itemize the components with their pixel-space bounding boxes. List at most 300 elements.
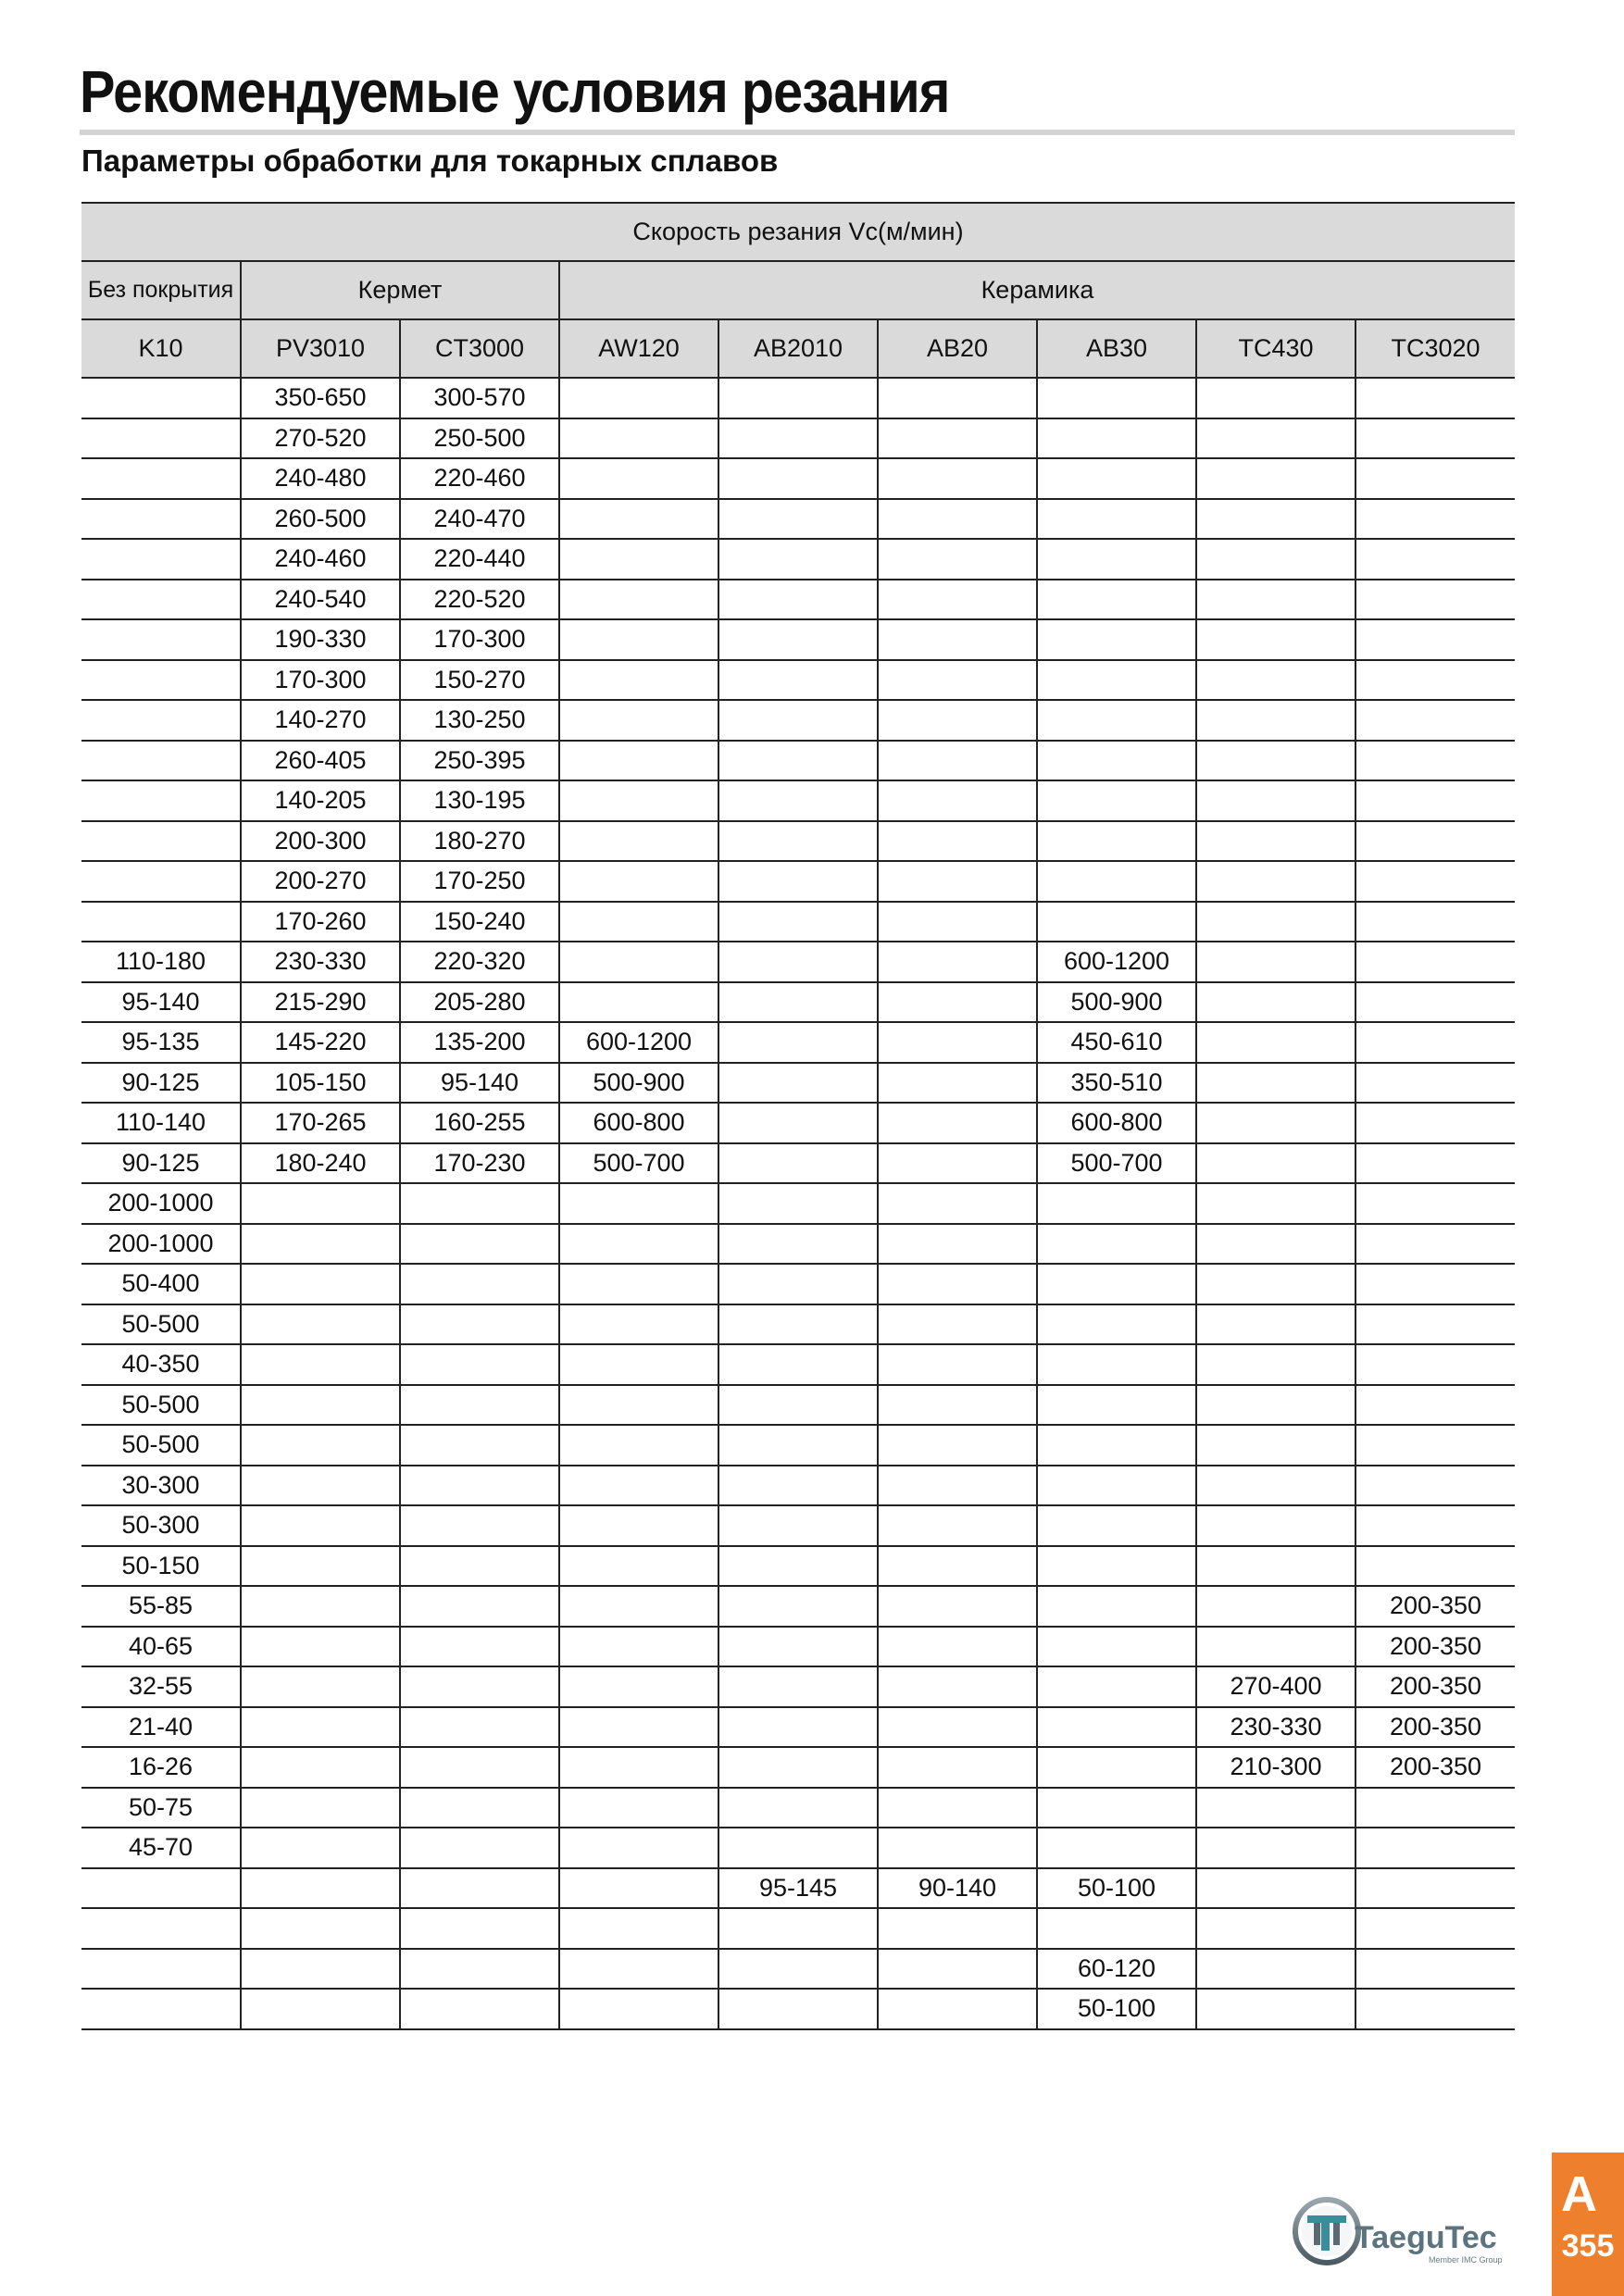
table-row <box>81 1949 1515 1990</box>
table-cell <box>241 1425 400 1466</box>
table-cell: 60-120 <box>1037 1949 1196 1990</box>
table-cell <box>718 1143 878 1184</box>
table-cell <box>1196 1989 1355 2029</box>
table-cell <box>559 580 718 620</box>
table-cell <box>718 1466 878 1506</box>
table-cell <box>559 539 718 580</box>
table-cell <box>400 1989 559 2029</box>
table-cell <box>1037 1224 1196 1265</box>
table-cell <box>241 1627 400 1667</box>
table-cell <box>559 378 718 418</box>
table-row <box>81 1466 1515 1506</box>
table-cell: 350-650 <box>241 378 400 418</box>
table-cell <box>241 1264 400 1304</box>
table-cell: 230-330 <box>241 942 400 982</box>
table-cell <box>1196 1264 1355 1304</box>
table-cell <box>241 1183 400 1224</box>
table-cell <box>1355 1425 1515 1466</box>
table-cell: 50-500 <box>81 1385 241 1426</box>
table-row <box>81 1908 1515 1949</box>
table-cell <box>1355 1183 1515 1224</box>
table-cell <box>878 539 1037 580</box>
table-cell <box>1037 1747 1196 1788</box>
table-cell <box>1196 1908 1355 1949</box>
table-cell <box>241 1666 400 1707</box>
table-cell <box>1196 1586 1355 1627</box>
page-subtitle: Параметры обработки для токарных сплавов <box>81 144 779 178</box>
table-cell <box>878 1586 1037 1627</box>
table-cell <box>718 741 878 781</box>
table-cell <box>1037 619 1196 660</box>
table-cell <box>718 1908 878 1949</box>
table-body <box>81 378 1515 2029</box>
table-cell: 50-500 <box>81 1425 241 1466</box>
column-header-ab30: AB30 <box>1037 319 1196 378</box>
table-cell <box>400 1586 559 1627</box>
table-cell <box>1037 378 1196 418</box>
table-cell <box>1037 1546 1196 1587</box>
table-cell <box>1196 821 1355 862</box>
column-header-tc3020: TC3020 <box>1355 319 1515 378</box>
table-row <box>81 1788 1515 1828</box>
category-cermet: Кермет <box>241 261 559 319</box>
table-cell <box>1355 1788 1515 1828</box>
table-cell: 500-700 <box>559 1143 718 1184</box>
table-cell: 200-1000 <box>81 1224 241 1265</box>
table-cell <box>718 902 878 942</box>
table-cell: 45-70 <box>81 1828 241 1868</box>
table-cell: 250-395 <box>400 741 559 781</box>
table-cell <box>1355 861 1515 902</box>
table-cell <box>718 1264 878 1304</box>
table-cell: 200-270 <box>241 861 400 902</box>
table-cell: 16-26 <box>81 1747 241 1788</box>
table-cell <box>878 1466 1037 1506</box>
table-row <box>81 378 1515 418</box>
table-cell <box>559 1385 718 1426</box>
table-cell <box>878 1224 1037 1265</box>
table-cell <box>1196 378 1355 418</box>
table-cell <box>241 1788 400 1828</box>
table-row <box>81 821 1515 862</box>
table-cell: 220-320 <box>400 942 559 982</box>
table-cell <box>1196 1546 1355 1587</box>
table-cell <box>718 861 878 902</box>
table-cell <box>400 1425 559 1466</box>
table-cell <box>1037 1627 1196 1667</box>
table-cell <box>1196 942 1355 982</box>
table-cell: 200-350 <box>1355 1747 1515 1788</box>
table-cell <box>559 942 718 982</box>
table-cell: 300-570 <box>400 378 559 418</box>
table-cell <box>1196 499 1355 540</box>
table-row <box>81 580 1515 620</box>
table-cell: 180-240 <box>241 1143 400 1184</box>
cutting-speed-table <box>81 202 1515 2030</box>
table-cell: 50-400 <box>81 1264 241 1304</box>
table-cell <box>559 1344 718 1385</box>
table-cell <box>81 499 241 540</box>
table-cell <box>718 1666 878 1707</box>
table-cell: 21-40 <box>81 1707 241 1748</box>
table-cell <box>1355 1546 1515 1587</box>
table-cell <box>81 861 241 902</box>
table-row <box>81 418 1515 459</box>
svg-text:Member IMC Group: Member IMC Group <box>1429 2255 1503 2265</box>
table-cell <box>1196 539 1355 580</box>
table-cell <box>1037 580 1196 620</box>
table-cell <box>1196 1828 1355 1868</box>
table-cell <box>718 580 878 620</box>
table-cell <box>1196 1143 1355 1184</box>
table-cell: 95-140 <box>81 982 241 1023</box>
table-cell <box>878 1627 1037 1667</box>
table-cell: 600-1200 <box>1037 942 1196 982</box>
table-row <box>81 1546 1515 1587</box>
table-cell: 140-205 <box>241 780 400 821</box>
table-cell <box>718 539 878 580</box>
page-number: 355 <box>1561 2228 1615 2264</box>
table-row <box>81 1264 1515 1304</box>
table-cell <box>1037 660 1196 701</box>
table-cell <box>1037 1788 1196 1828</box>
table-cell <box>1196 1063 1355 1104</box>
table-cell <box>1196 458 1355 499</box>
table-cell <box>241 1224 400 1265</box>
svg-text:TaeguTec: TaeguTec <box>1355 2220 1497 2255</box>
table-cell <box>1196 418 1355 459</box>
taegutec-logo-graphic <box>1290 2192 1519 2270</box>
table-cell <box>1355 418 1515 459</box>
table-cell <box>878 1747 1037 1788</box>
table-cell <box>400 1264 559 1304</box>
table-row <box>81 1425 1515 1466</box>
column-header-aw120: AW120 <box>559 319 718 378</box>
table-cell: 145-220 <box>241 1022 400 1063</box>
table-cell <box>559 619 718 660</box>
table-cell <box>878 982 1037 1023</box>
table-cell <box>1355 741 1515 781</box>
table-cell: 220-460 <box>400 458 559 499</box>
table-cell <box>559 1989 718 2029</box>
table-cell <box>718 660 878 701</box>
table-cell <box>81 1989 241 2029</box>
table-cell <box>241 1344 400 1385</box>
table-cell <box>1196 1183 1355 1224</box>
table-cell <box>718 1586 878 1627</box>
table-cell <box>81 418 241 459</box>
table-cell <box>81 902 241 942</box>
table-cell <box>878 458 1037 499</box>
table-cell <box>1355 499 1515 540</box>
table-cell: 50-100 <box>1037 1868 1196 1909</box>
table-cell <box>1037 1264 1196 1304</box>
section-letter: A <box>1561 2166 1597 2222</box>
table-cell <box>241 1949 400 1990</box>
table-cell <box>878 660 1037 701</box>
table-cell <box>718 1344 878 1385</box>
table-cell <box>81 458 241 499</box>
table-cell: 220-520 <box>400 580 559 620</box>
table-cell <box>1355 1264 1515 1304</box>
table-cell <box>718 499 878 540</box>
section-page-tab <box>1552 2152 1624 2296</box>
table-cell <box>878 1304 1037 1345</box>
table-cell <box>400 1466 559 1506</box>
column-header-ct3000: CT3000 <box>400 319 559 378</box>
table-cell <box>718 378 878 418</box>
table-cell: 110-180 <box>81 942 241 982</box>
table-cell <box>1196 1103 1355 1143</box>
table-cell <box>559 660 718 701</box>
table-cell: 130-195 <box>400 780 559 821</box>
table-cell: 240-460 <box>241 539 400 580</box>
table-cell <box>718 1063 878 1104</box>
table-cell: 150-270 <box>400 660 559 701</box>
table-cell <box>1037 1344 1196 1385</box>
table-cell <box>718 942 878 982</box>
table-cell <box>1196 1385 1355 1426</box>
table-cell <box>718 982 878 1023</box>
table-cell: 600-800 <box>559 1103 718 1143</box>
table-cell <box>718 1989 878 2029</box>
table-cell <box>1355 1063 1515 1104</box>
table-cell <box>400 1788 559 1828</box>
table-cell <box>1196 1466 1355 1506</box>
table-cell <box>1196 660 1355 701</box>
table-row <box>81 741 1515 781</box>
table-cell <box>241 1586 400 1627</box>
table-row <box>81 619 1515 660</box>
table-cell <box>1355 660 1515 701</box>
table-cell <box>1355 1344 1515 1385</box>
table-cell: 50-300 <box>81 1505 241 1546</box>
table-row <box>81 660 1515 701</box>
table-cell <box>1037 741 1196 781</box>
table-row <box>81 1344 1515 1385</box>
table-cell <box>1355 619 1515 660</box>
table-cell <box>1355 942 1515 982</box>
table-cell <box>878 700 1037 741</box>
table-cell <box>1037 902 1196 942</box>
table-cell: 270-520 <box>241 418 400 459</box>
table-cell <box>81 619 241 660</box>
table-cell: 240-540 <box>241 580 400 620</box>
table-row <box>81 499 1515 540</box>
table-cell <box>559 821 718 862</box>
table-cell <box>878 1666 1037 1707</box>
table-cell <box>559 1425 718 1466</box>
table-cell <box>81 378 241 418</box>
table-cell <box>718 1304 878 1345</box>
table-cell <box>400 1908 559 1949</box>
category-ceramic: Керамика <box>559 261 1515 319</box>
table-cell <box>1355 1989 1515 2029</box>
table-cell <box>1355 821 1515 862</box>
table-cell: 240-480 <box>241 458 400 499</box>
table-cell <box>559 1304 718 1345</box>
table-cell <box>1355 982 1515 1023</box>
table-cell <box>878 1505 1037 1546</box>
table-cell: 170-265 <box>241 1103 400 1143</box>
table-row <box>81 1103 1515 1143</box>
table-cell <box>1355 1949 1515 1990</box>
table-cell <box>718 1022 878 1063</box>
table-cell <box>1196 1949 1355 1990</box>
table-cell <box>1037 1586 1196 1627</box>
table-cell: 170-300 <box>400 619 559 660</box>
table-cell <box>1355 780 1515 821</box>
table-cell <box>878 1425 1037 1466</box>
table-cell: 350-510 <box>1037 1063 1196 1104</box>
table-cell <box>559 1788 718 1828</box>
table-cell <box>400 1385 559 1426</box>
table-cell <box>878 1788 1037 1828</box>
table-cell: 600-1200 <box>559 1022 718 1063</box>
table-cell: 500-900 <box>559 1063 718 1104</box>
table-cell <box>718 1505 878 1546</box>
table-cell <box>1037 1425 1196 1466</box>
table-cell <box>559 1627 718 1667</box>
table-cell <box>718 1546 878 1587</box>
table-cell <box>241 1908 400 1949</box>
table-cell <box>1037 499 1196 540</box>
table-cell <box>559 1828 718 1868</box>
table-cell: 215-290 <box>241 982 400 1023</box>
table-cell <box>878 499 1037 540</box>
table-row <box>81 1828 1515 1868</box>
table-row <box>81 1586 1515 1627</box>
table-cell <box>1355 1908 1515 1949</box>
table-cell <box>559 1868 718 1909</box>
table-cell: 95-140 <box>400 1063 559 1104</box>
table-cell <box>400 1224 559 1265</box>
table-cell <box>1355 1304 1515 1345</box>
table-cell <box>400 1949 559 1990</box>
table-cell: 200-350 <box>1355 1586 1515 1627</box>
table-cell <box>878 1707 1037 1748</box>
table-cell <box>1037 1183 1196 1224</box>
table-cell: 95-135 <box>81 1022 241 1063</box>
table-cell <box>400 1828 559 1868</box>
table-row <box>81 1627 1515 1667</box>
table-cell <box>1196 1224 1355 1265</box>
table-cell: 160-255 <box>400 1103 559 1143</box>
table-cell <box>1037 700 1196 741</box>
table-row <box>81 1022 1515 1063</box>
table-cell: 90-125 <box>81 1143 241 1184</box>
table-cell <box>1196 1505 1355 1546</box>
table-cell <box>878 619 1037 660</box>
table-cell <box>878 1989 1037 2029</box>
table-cell <box>241 1707 400 1748</box>
table-row <box>81 1183 1515 1224</box>
table-cell <box>718 700 878 741</box>
table-cell <box>878 1022 1037 1063</box>
table-cell <box>718 1425 878 1466</box>
table-cell <box>1037 1666 1196 1707</box>
table-cell <box>559 861 718 902</box>
table-cell: 105-150 <box>241 1063 400 1104</box>
table-cell: 260-405 <box>241 741 400 781</box>
table-cell <box>1355 1868 1515 1909</box>
table-cell <box>1037 539 1196 580</box>
table-cell <box>559 982 718 1023</box>
category-uncoated: Без покрытия <box>81 261 241 319</box>
table-cell: 40-350 <box>81 1344 241 1385</box>
table-cell <box>559 418 718 459</box>
table-cell <box>81 1949 241 1990</box>
table-cell: 200-350 <box>1355 1666 1515 1707</box>
table-cell <box>559 1586 718 1627</box>
table-row <box>81 1505 1515 1546</box>
table-cell <box>1037 1908 1196 1949</box>
table-cell <box>718 1385 878 1426</box>
table-cell: 170-230 <box>400 1143 559 1184</box>
table-cell <box>1355 458 1515 499</box>
table-cell <box>1037 1707 1196 1748</box>
table-cell <box>81 580 241 620</box>
table-cell <box>241 1546 400 1587</box>
table-cell <box>1355 1143 1515 1184</box>
table-row <box>81 982 1515 1023</box>
table-cell: 190-330 <box>241 619 400 660</box>
table-cell <box>1196 902 1355 942</box>
table-cell <box>559 741 718 781</box>
table-cell <box>718 1183 878 1224</box>
table-cell <box>878 1385 1037 1426</box>
table-cell <box>241 1466 400 1506</box>
table-cell <box>81 660 241 701</box>
table-cell <box>1355 580 1515 620</box>
table-cell <box>878 902 1037 942</box>
table-cell <box>559 1224 718 1265</box>
table-cell <box>878 1344 1037 1385</box>
table-cell: 210-300 <box>1196 1747 1355 1788</box>
table-row <box>81 1304 1515 1345</box>
table-cell <box>878 1908 1037 1949</box>
table-cell: 170-300 <box>241 660 400 701</box>
table-cell <box>878 1063 1037 1104</box>
table-cell <box>878 378 1037 418</box>
column-header-pv3010: PV3010 <box>241 319 400 378</box>
table-cell <box>878 1183 1037 1224</box>
table-cell <box>878 942 1037 982</box>
table-row <box>81 539 1515 580</box>
table-cell <box>400 1707 559 1748</box>
table-cell <box>400 1546 559 1587</box>
table-cell <box>878 741 1037 781</box>
table-cell <box>878 1546 1037 1587</box>
table-cell <box>1196 1868 1355 1909</box>
table-cell <box>1037 458 1196 499</box>
table-cell: 170-260 <box>241 902 400 942</box>
table-cell: 150-240 <box>400 902 559 942</box>
column-header-k10: K10 <box>81 319 241 378</box>
table-cell: 40-65 <box>81 1627 241 1667</box>
table-cell <box>1196 1344 1355 1385</box>
table-cell <box>1355 902 1515 942</box>
table-cell <box>718 780 878 821</box>
table-cell <box>81 700 241 741</box>
table-cell <box>1355 1224 1515 1265</box>
table-cell <box>1037 821 1196 862</box>
table-cell <box>1037 1304 1196 1345</box>
table-cell: 50-100 <box>1037 1989 1196 2029</box>
table-cell: 450-610 <box>1037 1022 1196 1063</box>
table-cell <box>718 821 878 862</box>
taegutec-logo <box>1290 2192 1519 2270</box>
